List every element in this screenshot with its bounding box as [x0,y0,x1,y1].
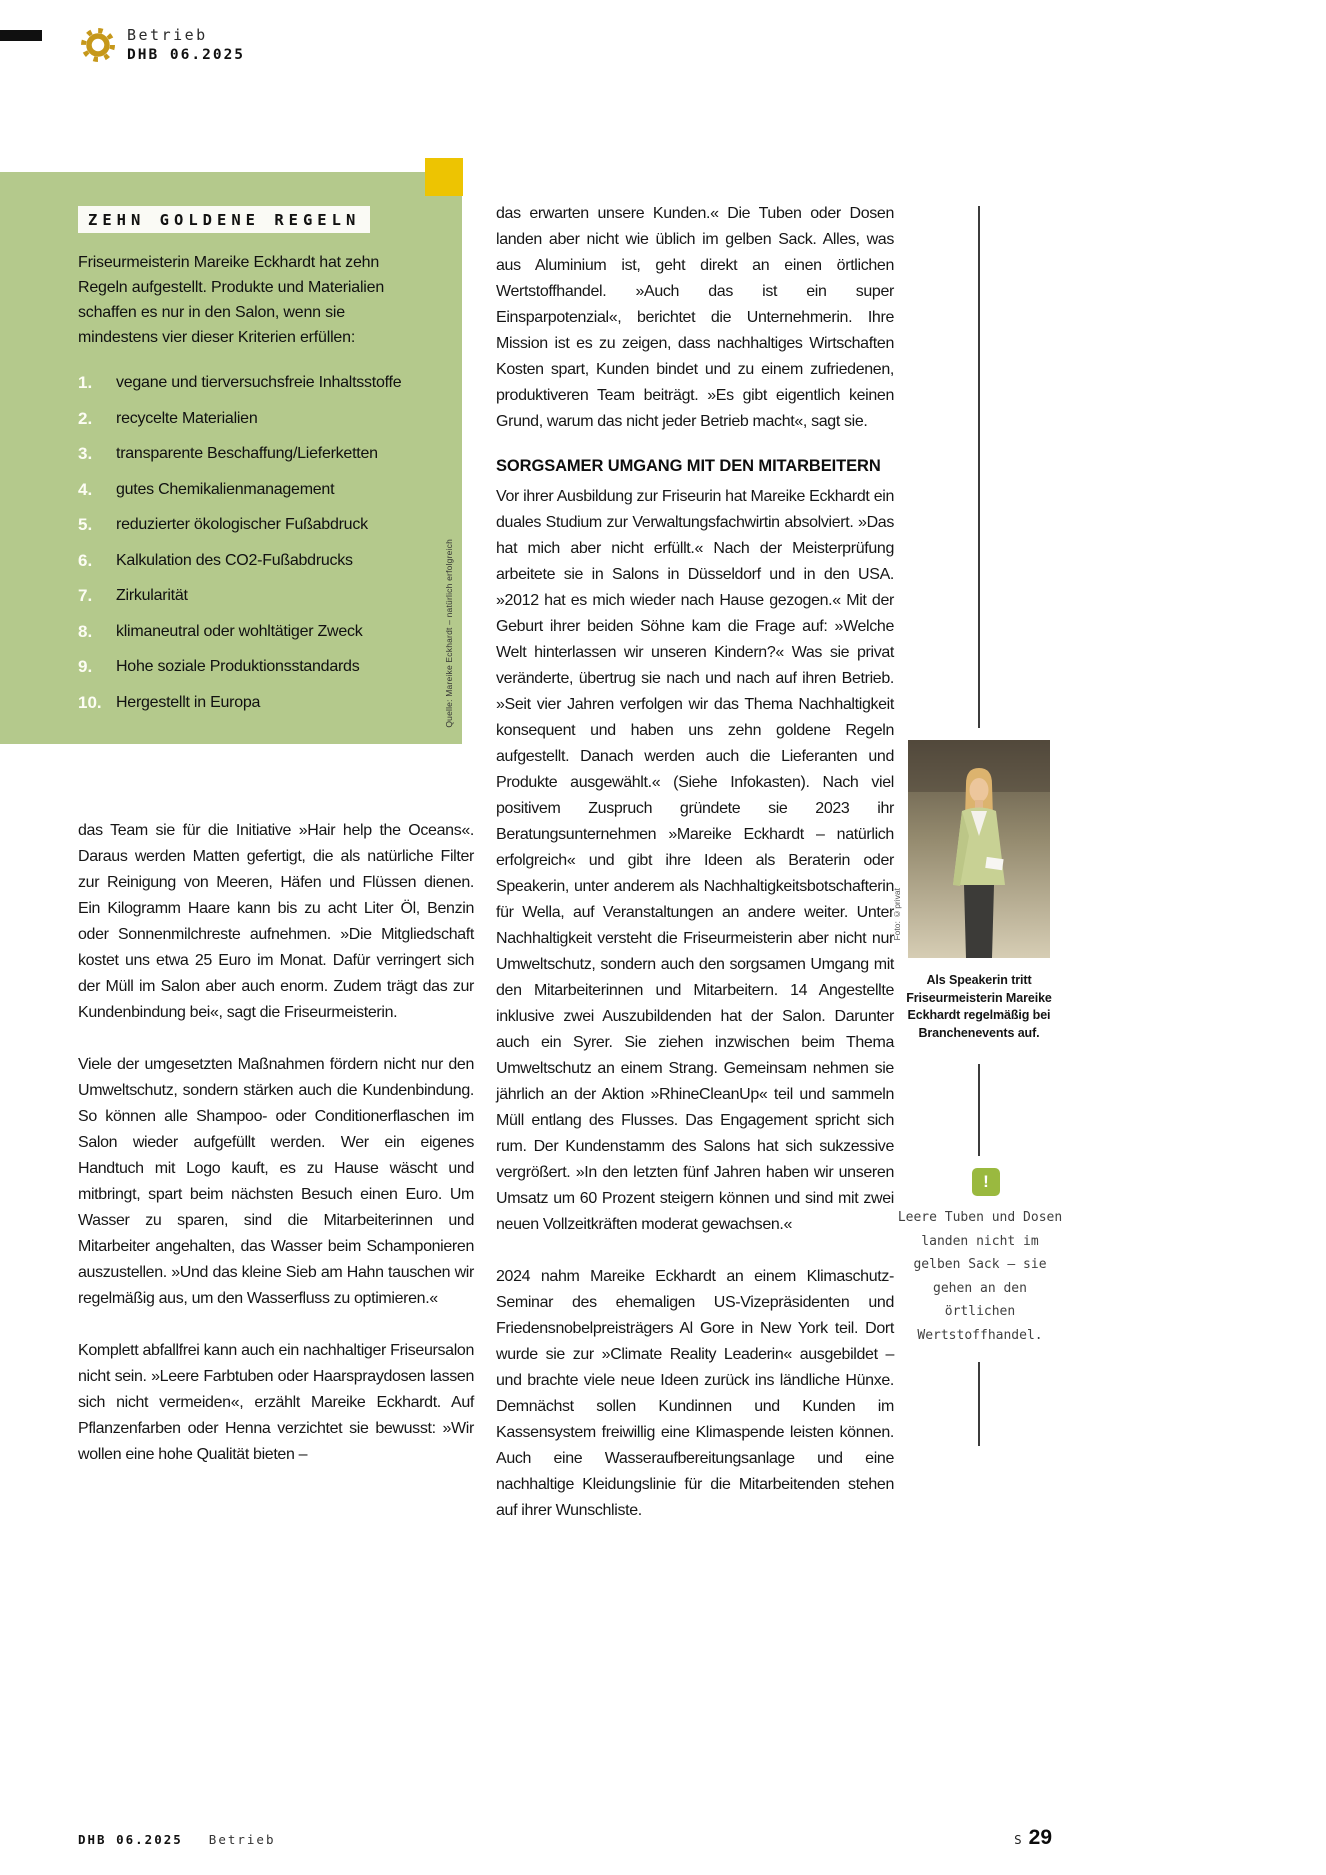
list-item [78,583,418,608]
infobox-title: ZEHN GOLDENE REGELN [78,206,370,233]
paragraph: Vor ihrer Ausbildung zur Friseurin hat Mareike Eckhardt ein duales Studium zur Verwaltungsfachwirtin absolviert. »Das hat mich aber nicht erfüllt.« Nach der Meisterprüfung arbeitete sie in Salons in Düsseldorf und in den USA. »2012 hat es mich wieder nach Hause gezogen.« Mit der Geburt ihrer beiden Söhne kam die Frage auf: »Welche Welt hinterlassen wir unseren Kindern?« Was sie privat veränderte, übertrug sie nach und nach auf ihren Betrieb. »Seit vier Jahren verfolgen wir das Thema Nachhaltigkeit konsequent und haben uns zehn goldene Regeln aufgestellt. Danach werden auch die Lieferanten und Produkte ausgewählt.« (Siehe Infokasten). Nach viel positivem Zuspruch gründete sie 2023 ihr Beratungsunternehmen »Mareike Eckhardt – natürlich erfolgreich« und gibt ihre Ideen als Beraterin oder Speakerin, unter anderem als Nachhaltigkeitsbotschafterin für Wella, auf Veranstaltungen an andere weiter. Unter Nachhaltigkeit versteht die Friseurmeisterin aber nicht nur Umweltschutz, sondern auch den sorgsamen Umgang mit den Mitarbeiterinnen und Mitarbeitern. 14 Angestellte inklusive zwei Auszubildenden hat der Salon. Darunter auch ein Syrer. Sie ziehen inzwischen beim Thema Umweltschutz an einem Strang. Gemeinsam nehmen sie jährlich an der Aktion »RhineCleanUp« teil und sammeln Müll entlang des Flusses. Das Engagement spricht sich rum. Der Kundenstamm des Salons hat sich sukzessive vergrößert. »In den letzten fünf Jahren haben wir unseren Umsatz um 60 Prozent steigern können und sind mit zwei neuen Vollzeitkräften moderat gewachsen.« [496,488,894,1233]
rule-number: 10. [78,692,102,712]
page-footer [78,1826,1052,1850]
page-number-prefix: S [1014,1832,1022,1847]
page-number-value: 29 [1028,1826,1052,1849]
rule-number: 9. [78,657,93,676]
list-item [78,512,418,537]
paragraph: das Team sie für die Initiative »Hair help the Oceans«. Daraus werden Matten gefertigt, die als natürliche Filter zur Reinigung von Meeren, Häfen und Flüssen dienen. Ein Kilogramm Haare kann bis zu acht Liter Öl, Benzin oder Sonnenmilchreste aufnehmen. »Die Mitgliedschaft kostet uns etwa 25 Euro im Monat. Dafür verringert sich der Müll im Salon aber auch enorm. Zudem trägt das zur Kundenbindung bei«, sagt die Friseurmeisterin. [78,822,474,1021]
vertical-rule [978,1362,980,1446]
rule-number: 2. [78,408,93,428]
infobox-ten-golden-rules [0,172,462,744]
rule-number: 7. [78,586,93,605]
vertical-rule [978,1064,980,1156]
list-item [78,370,418,395]
gear-icon [78,24,118,69]
pull-quote: Leere Tuben und Dosen landen nicht im gelben Sack – sie gehen an den örtlichen Wertstoffhandel. [897,1210,1063,1343]
list-item [78,654,418,679]
section-label: Betrieb [127,26,208,44]
accent-square [425,158,463,196]
paragraph: das erwarten unsere Kunden.« Die Tuben oder Dosen landen aber nicht wie üblich im gelben Sack. Alles, was aus Aluminium ist, geht direkt an einen örtlichen Wertstoffhandel. »Auch das ist ein super Einsparpotenzial«, berichtet die Unternehmerin. Ihre Mission ist es zu zeigen, dass nachhaltiges Wirtschaften Kosten spart, Kunden bindet und zu einem zufriedenen, produktiveren Team beiträgt. »Es gibt eigentlich keinen Grund, warum das nicht jeder Betrieb macht«, sagt sie. [496,205,894,430]
footer-section-label: Betrieb [208,1832,276,1847]
infobox-intro: Friseurmeisterin Mareike Eckhardt hat zehn Regeln aufgestellt. Produkte und Materialien schaffen es nur in den Salon, wenn sie mindestens vier dieser Kriterien erfüllen: [78,254,385,346]
issue-label: DHB 06.2025 [127,47,246,63]
rule-number: 6. [78,550,93,570]
rule-text: vegane und tierversuchsfreie Inhaltsstoffe [116,374,402,391]
vertical-rule [978,206,980,728]
footer-left [78,1832,275,1847]
list-item [78,690,418,715]
article-column-left [78,818,474,1494]
rule-number: 8. [78,621,93,641]
list-item [78,441,418,466]
list-item [78,548,418,573]
page-header [78,24,245,69]
paragraph: 2024 nahm Mareike Eckhardt an einem Klimaschutz-Seminar des ehemaligen US-Vizepräsidenten und Friedensnobelpreisträgers Al Gore in New York teil. Dort wurde sie zur »Climate Reality Leaderin« ausgebildet – und brachte viele neue Ideen zurück ins ländliche Hünxe. Demnächst sollen Kundinnen und Kunden im Kassensystem freiwillig eine Klimaspende leisten können. Auch eine Wasseraufbereitungsanlage und eine nachhaltige Kleidungslinie für die Mitarbeitenden stehen auf ihrer Wunschliste. [496,1268,894,1519]
rule-text: Hohe soziale Produktionsstandards [116,658,360,675]
list-item [78,477,418,502]
list-item [78,406,418,431]
footer-issue-label: DHB 06.2025 [78,1832,183,1847]
rule-number: 4. [78,479,93,499]
paragraph: Komplett abfallfrei kann auch ein nachhaltiger Friseursalon nicht sein. »Leere Farbtuben oder Haarspraydosen lassen sich nicht vermeiden«, erzählt Mareike Eckhardt. Auf Pflanzenfarben oder Henna verzichtet sie bewusst: »Wir wollen eine hohe Qualität bieten – [78,1342,474,1463]
photo-caption: Als Speakerin tritt Friseurmeisterin Mareike Eckhardt regelmäßig bei Branchenevents auf. [906,973,1052,1040]
rule-text: Zirkularität [116,587,188,604]
rule-number: 1. [78,373,93,392]
rule-text: transparente Beschaffung/Lieferketten [116,445,378,462]
rule-number: 5. [78,515,93,534]
rule-text: klimaneutral oder wohltätiger Zweck [116,622,363,640]
exclamation-icon: ! [972,1168,1000,1196]
rule-number: 3. [78,444,93,463]
rules-list [78,370,418,715]
article-subheading: SORGSAMER UMGANG MIT DEN MITARBEITERN [496,457,881,475]
header-text [127,24,245,63]
page-edge-mark [0,30,42,41]
speaker-photo [908,740,1050,958]
infobox-source-credit: Quelle: Mareike Eckhardt – natürlich erfolgreich [444,539,454,728]
rule-text: Hergestellt in Europa [116,693,261,711]
page-number [1014,1826,1052,1850]
photo-credit: Foto: ©privat [892,888,902,941]
rule-text: gutes Chemikalienmanagement [116,480,335,498]
list-item [78,619,418,644]
rule-text: Kalkulation des CO2-Fußabdrucks [116,551,353,569]
rule-text: recycelte Materialien [116,409,258,427]
rule-text: reduzierter ökologischer Fußabdruck [116,516,368,533]
article-column-middle [496,201,894,1550]
paragraph: Viele der umgesetzten Maßnahmen fördern nicht nur den Umweltschutz, sondern stärken auch die Kundenbindung. So können alle Shampoo- oder Conditionerflaschen im Salon wieder aufgefüllt werden. Wer ein eigenes Handtuch mit Logo kauft, es zu Hause wäscht und mitbringt, spart beim nächsten Besuch einen Euro. Um Wasser zu sparen, sind die Mitarbeiterinnen und Mitarbeiter angehalten, das Wasser beim Schamponieren auszustellen. »Und das kleine Sieb am Hahn tauschen wir regelmäßig aus, um den Wasserfluss zu optimieren.« [78,1056,474,1307]
